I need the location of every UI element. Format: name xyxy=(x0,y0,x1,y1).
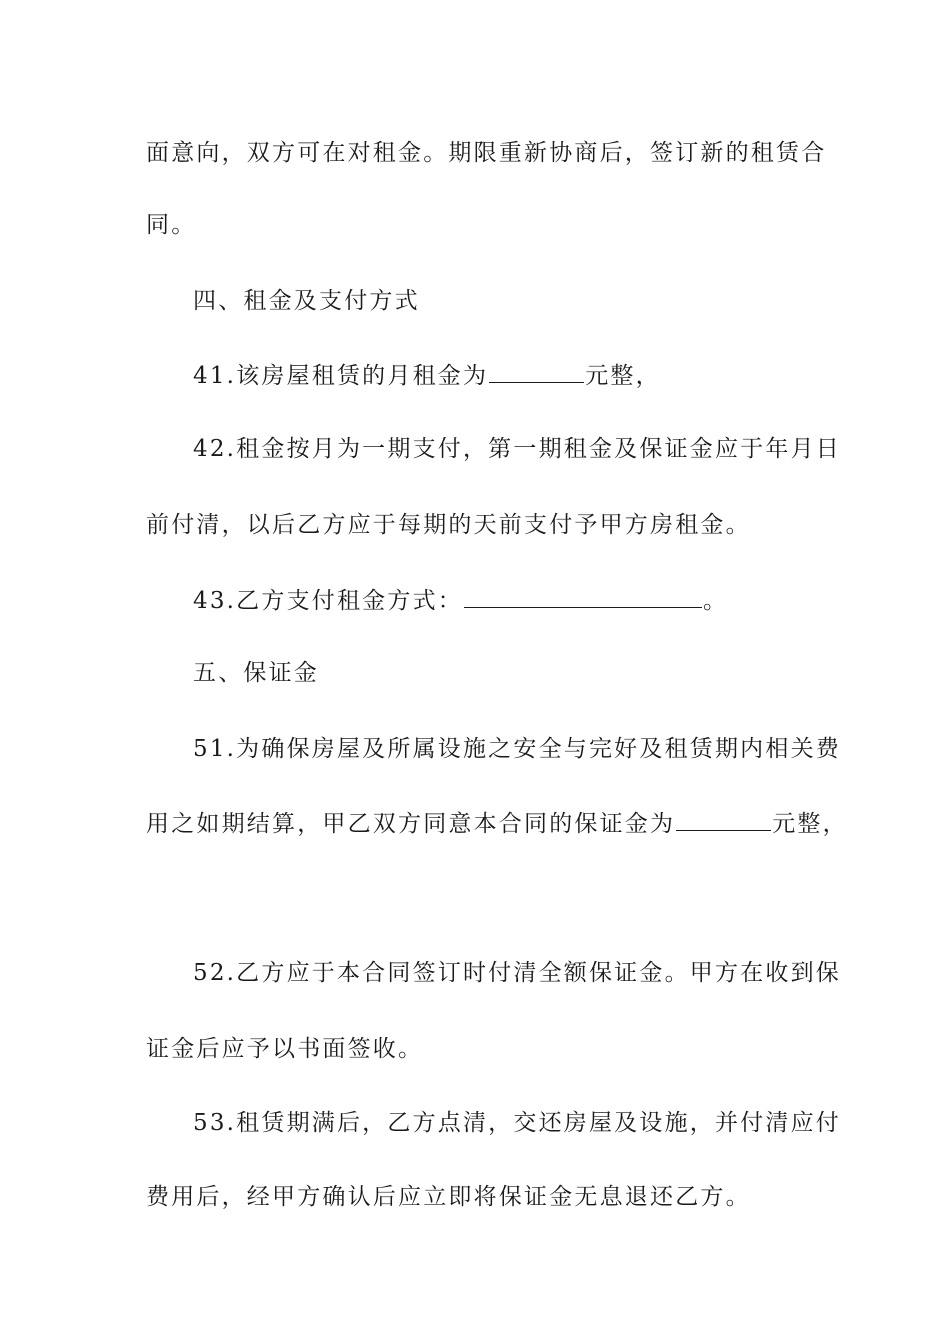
paragraph-line: 面意向，双方可在对租金。期限重新协商后，签订新的租赁合 xyxy=(146,140,827,166)
paragraph-line xyxy=(146,812,848,836)
clause-line: 52.乙方应于本合同签订时付清全额保证金。甲方在收到保 xyxy=(193,960,841,986)
clause-text: 元整， xyxy=(772,811,848,837)
clause-text: 。 xyxy=(702,588,729,614)
clause-text: 用之如期结算，甲乙双方同意本合同的保证金为 xyxy=(146,811,676,837)
clause-text: 41.该房屋租赁的月租金为 xyxy=(193,363,489,389)
paragraph-line: 证金后应予以书面签收。 xyxy=(146,1036,424,1062)
clause-line: 53.租赁期满后，乙方点清，交还房屋及设施，并付清应付 xyxy=(193,1110,841,1136)
fill-in-blank xyxy=(489,364,584,383)
clause-line: 51.为确保房屋及所属设施之安全与完好及租赁期内相关费 xyxy=(193,736,841,762)
section-heading: 四、租金及支付方式 xyxy=(193,288,420,314)
clause-text: 43.乙方支付租金方式： xyxy=(193,588,463,614)
fill-in-blank xyxy=(676,812,771,831)
paragraph-line: 前付清，以后乙方应于每期的天前支付予甲方房租金。 xyxy=(146,512,751,538)
clause-line: 42.租金按月为一期支付，第一期租金及保证金应于年月日 xyxy=(193,436,841,462)
fill-in-blank xyxy=(464,589,702,608)
clause-line xyxy=(193,589,728,613)
paragraph-line: 费用后，经甲方确认后应立即将保证金无息退还乙方。 xyxy=(146,1184,751,1210)
clause-text: 元整， xyxy=(585,363,661,389)
clause-line xyxy=(193,364,661,388)
section-heading: 五、保证金 xyxy=(193,660,319,686)
paragraph-line: 同。 xyxy=(146,212,197,238)
